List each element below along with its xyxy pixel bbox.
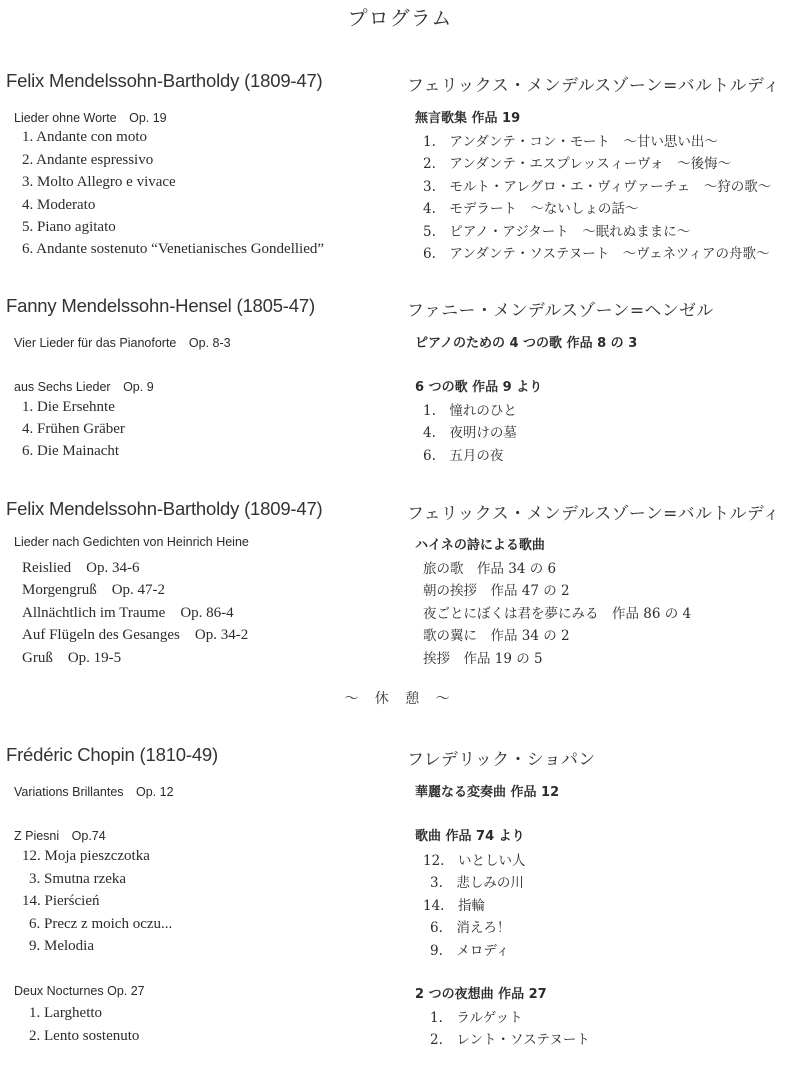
piece-item-en: Allnächtlich im Traume Op. 86-4 xyxy=(22,605,234,621)
piece-item-en: 4. Frühen Gräber xyxy=(22,421,125,437)
piece-item-jp: 歌の翼に 作品 34 の 2 xyxy=(423,628,570,644)
piece-item-jp: 3. モルト・アレグロ・エ・ヴィヴァーチェ ～狩の歌～ xyxy=(423,179,772,195)
work-title-jp: ピアノのための 4 つの歌 作品 8 の 3 xyxy=(415,336,638,351)
piece-item-en: 4. Moderato xyxy=(22,197,96,213)
piece-item-en: 3. Smutna rzeka xyxy=(29,871,127,887)
work-title-en: Vier Lieder für das Pianoforte Op. 8-3 xyxy=(14,336,231,350)
piece-item-en: 6. Precz z moich oczu... xyxy=(29,916,173,932)
piece-item-jp: 3. 悲しみの川 xyxy=(430,875,524,891)
work-title-en: Z Piesni Op.74 xyxy=(14,829,106,843)
page-title: プログラム xyxy=(347,6,453,30)
work-title-jp: 無言歌集 作品 19 xyxy=(415,111,521,126)
piece-item-jp: 1. アンダンテ・コン・モート ～甘い思い出～ xyxy=(423,134,718,150)
piece-item-jp: 2. アンダンテ・エスプレッスィーヴォ ～後悔～ xyxy=(423,156,732,172)
piece-item-en: 6. Andante sostenuto “Venetianisches Gondellied” xyxy=(22,241,325,257)
work-title-en: Lieder nach Gedichten von Heinrich Heine xyxy=(14,535,249,549)
work-title-jp: ハイネの詩による歌曲 xyxy=(415,538,545,553)
piece-item-en: 3. Molto Allegro e vivace xyxy=(22,174,176,190)
piece-item-en: 14. Pierścień xyxy=(22,893,100,909)
piece-item-en: 9. Melodia xyxy=(29,938,94,954)
piece-item-en: Morgengruß Op. 47-2 xyxy=(22,582,166,598)
work-title-en: Deux Nocturnes Op. 27 xyxy=(14,984,145,998)
piece-item-en: 1. Andante con moto xyxy=(22,129,147,145)
piece-item-jp: 5. ピアノ・アジタート ～眠れぬままに～ xyxy=(423,224,691,240)
composer-name-en: Fanny Mendelssohn-Hensel (1805-47) xyxy=(6,295,315,316)
piece-item-en: 6. Die Mainacht xyxy=(22,443,120,459)
work-title-en: aus Sechs Lieder Op. 9 xyxy=(14,380,154,394)
work-title-en: Lieder ohne Worte Op. 19 xyxy=(14,111,167,125)
piece-item-jp: 6. アンダンテ・ソステヌート ～ヴェネツィアの舟歌～ xyxy=(423,246,770,262)
composer-name-en: Felix Mendelssohn-Bartholdy (1809-47) xyxy=(6,498,323,519)
piece-item-jp: 挨拶 作品 19 の 5 xyxy=(423,651,543,667)
piece-item-en: Auf Flügeln des Gesanges Op. 34-2 xyxy=(22,627,249,643)
piece-item-en: 12. Moja pieszczotka xyxy=(22,848,150,864)
piece-item-jp: 朝の挨拶 作品 47 の 2 xyxy=(423,583,570,599)
composer-name-jp: フレデリック・ショパン xyxy=(407,750,596,770)
piece-item-jp: 4. モデラート ～ないしょの話～ xyxy=(423,201,639,217)
piece-item-jp: 1. ラルゲット xyxy=(430,1010,523,1026)
composer-name-en: Felix Mendelssohn-Bartholdy (1809-47) xyxy=(6,70,323,91)
composer-name-en: Frédéric Chopin (1810-49) xyxy=(6,744,218,765)
piece-item-jp: 旅の歌 作品 34 の 6 xyxy=(423,561,557,577)
piece-item-jp: 1. 憧れのひと xyxy=(423,403,517,419)
piece-item-en: 5. Piano agitato xyxy=(22,219,116,235)
piece-item-en: 2. Andante espressivo xyxy=(22,152,154,168)
work-title-en: Variations Brillantes Op. 12 xyxy=(14,785,174,799)
work-title-jp: 2 つの夜想曲 作品 27 xyxy=(415,987,547,1002)
piece-item-jp: 4. 夜明けの墓 xyxy=(423,425,517,441)
piece-item-jp: 9. メロディ xyxy=(430,943,510,959)
work-title-jp: 華麗なる変奏曲 作品 12 xyxy=(415,785,560,800)
piece-item-jp: 6. 消えろ！ xyxy=(430,920,511,936)
piece-item-en: Gruß Op. 19-5 xyxy=(22,650,122,666)
piece-item-en: Reislied Op. 34-6 xyxy=(22,560,140,576)
piece-item-en: 1. Larghetto xyxy=(29,1005,103,1021)
intermission-label: ～ 休 憩 ～ xyxy=(344,691,456,707)
composer-name-jp: フェリックス・メンデルスゾーン=バルトルディ xyxy=(407,504,781,524)
composer-name-jp: フェリックス・メンデルスゾーン=バルトルディ xyxy=(407,76,781,96)
work-title-jp: 歌曲 作品 74 より xyxy=(415,829,525,844)
piece-item-jp: 14. 指輪 xyxy=(423,898,485,914)
piece-item-jp: 夜ごとにぼくは君を夢にみる 作品 86 の 4 xyxy=(423,606,692,622)
composer-name-jp: ファニー・メンデルスゾーン=ヘンゼル xyxy=(407,301,714,321)
piece-item-en: 2. Lento sostenuto xyxy=(29,1028,140,1044)
piece-item-jp: 12. いとしい人 xyxy=(423,853,526,869)
piece-item-en: 1. Die Ersehnte xyxy=(22,399,115,415)
piece-item-jp: 2. レント・ソステヌート xyxy=(430,1032,590,1048)
piece-item-jp: 6. 五月の夜 xyxy=(423,448,504,464)
work-title-jp: 6 つの歌 作品 9 より xyxy=(415,380,543,395)
